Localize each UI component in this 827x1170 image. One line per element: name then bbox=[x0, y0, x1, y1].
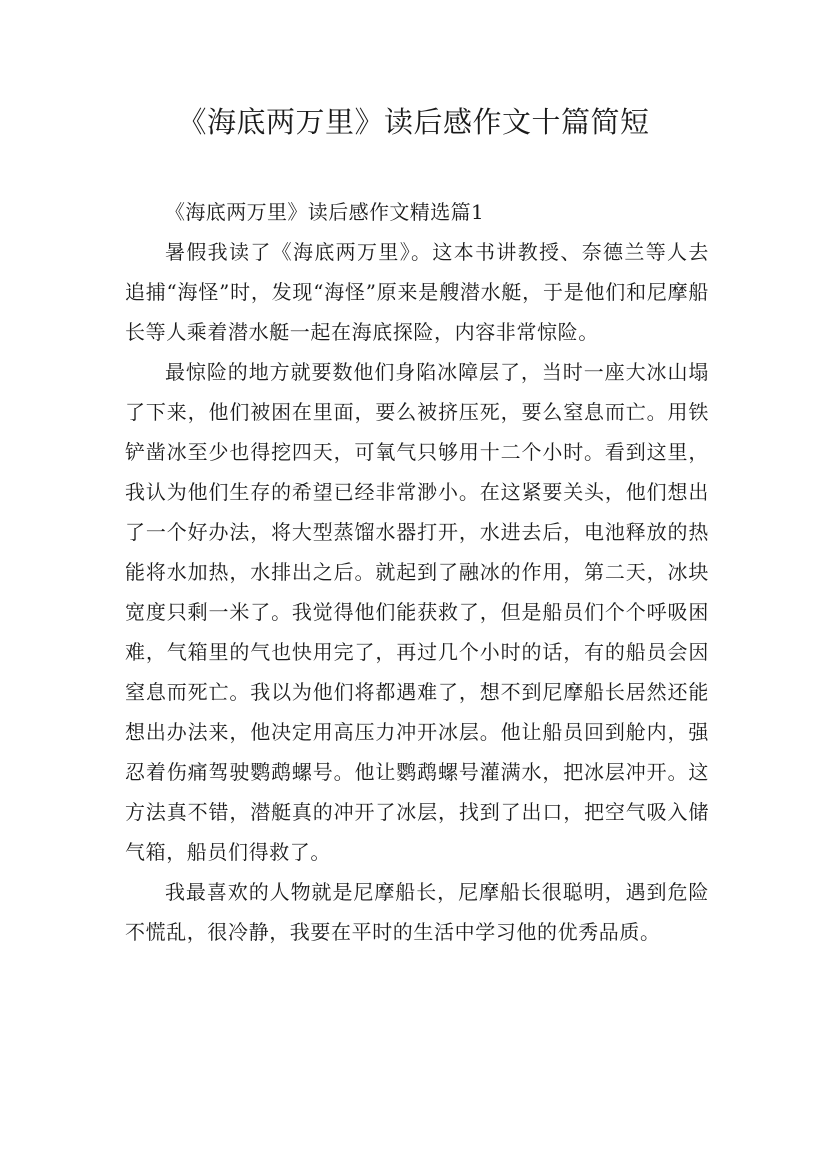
document-body bbox=[125, 192, 709, 952]
paragraph-3: 我最喜欢的人物就是尼摩船长，尼摩船长很聪明，遇到危险不慌乱，很冷静，我要在平时的生活中学习他的优秀品质。 bbox=[125, 880, 709, 944]
document-title: 《海底两万里》读后感作文十篇简短 bbox=[177, 105, 650, 139]
paragraph-2: 最惊险的地方就要数他们身陷冰障层了，当时一座大冰山塌了下来，他们被困在里面，要么被挤压死，要么窒息而亡。用铁铲凿冰至少也得挖四天，可氧气只够用十二个小时。看到这里，我认为他们生存的希望已经非常渺小。在这紧要关头，他们想出了一个好办法，将大型蒸馏水器打开，水进去后，电池释放的热能将水加热，水排出之后。就起到了融冰的作用，第二天，冰块宽度只剩一米了。我觉得他们能获救了，但是船员们个个呼吸困难，气箱里的气也快用完了，再过几个小时的话，有的船员会因窒息而死亡。我以为他们将都遇难了，想不到尼摩船长居然还能想出办法来，他决定用高压力冲开冰层。他让船员回到舱内，强忍着伤痛驾驶鹦鹉螺号。他让鹦鹉螺号灌满水，把冰层冲开。这方法真不错，潜艇真的冲开了冰层，找到了出口，把空气吸入储气箱，船员们得救了。 bbox=[125, 360, 709, 864]
section-heading: 《海底两万里》读后感作文精选篇1 bbox=[165, 200, 485, 224]
paragraph-1: 暑假我读了《海底两万里》。这本书讲教授、奈德兰等人去追捕“海怪”时，发现“海怪”原来是艘潜水艇，于是他们和尼摩船长等人乘着潜水艇一起在海底探险，内容非常惊险。 bbox=[125, 240, 709, 344]
